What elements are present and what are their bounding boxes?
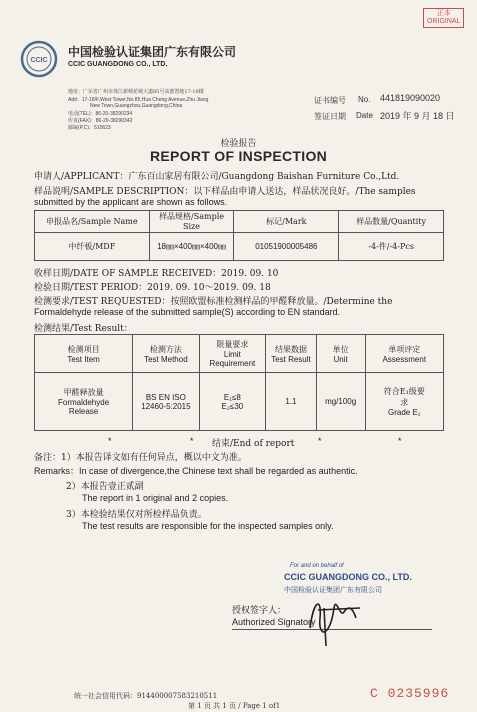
- handwritten-signature-icon: [300, 588, 380, 648]
- company-name-en: CCIC GUANGDONG CO., LTD.: [68, 61, 168, 68]
- end-star-left: *: [108, 436, 112, 446]
- col-quantity: 样品数量/Quantity: [339, 211, 444, 233]
- cell-sample-name: 中纤板/MDF: [35, 233, 150, 261]
- date-en-label: Date: [356, 111, 373, 120]
- cell-test-method: BS EN ISO 12460-5:2015: [133, 373, 199, 431]
- end-star-mid: *: [190, 436, 194, 446]
- date-label: 签证日期: [314, 112, 346, 121]
- sample-desc-line1: 样品说明/SAMPLE DESCRIPTION：以下样品由申请人送达，样品状况良好。/The samples: [34, 187, 416, 197]
- col-test-item: 检测项目 Test Item: [35, 335, 133, 373]
- signatory-label-en: Authorized Signatory: [232, 617, 316, 627]
- ccic-logo-icon: [20, 40, 58, 78]
- result-label: 检测结果/Test Result：: [34, 324, 133, 334]
- cert-no-label: No.: [358, 95, 371, 104]
- col-test-method: 检测方法 Test Method: [133, 335, 199, 373]
- col-limit: 限量要求 Limit Requirement: [199, 335, 266, 373]
- issue-date: 2019 年 9 月 18 日: [380, 111, 455, 121]
- test-period-line: 检验日期/TEST PERIOD：2019. 09. 10～2019. 09. 18: [34, 283, 271, 293]
- requested-line2: Formaldehyde release of the submitted sample(S) according to EN standard.: [34, 307, 341, 317]
- col-sample-size: 样品规格/Sample Size: [149, 211, 234, 233]
- postcode: 邮编(P.C)：510623: [68, 125, 111, 131]
- page-number: 第 1 页 共 1 页 / Page 1 of1: [188, 702, 281, 710]
- col-unit: 单位 Unit: [316, 335, 365, 373]
- result-table: [34, 334, 444, 431]
- end-star-far-right: *: [398, 436, 402, 446]
- col-sample-name: 申报品名/Sample Name: [35, 211, 150, 233]
- on-behalf-of: For and on behalf of: [290, 563, 344, 569]
- sample-desc-line2: submitted by the applicant are shown as follows.: [34, 197, 228, 207]
- title-en: REPORT OF INSPECTION: [149, 148, 328, 164]
- signature-company-en: CCIC GUANGDONG CO., LTD.: [284, 572, 412, 582]
- svg-text:CCIC: CCIC: [30, 57, 48, 64]
- tel: 电话(TEL)：86-20-38290234: [68, 111, 133, 117]
- cell-limit: E₁≤8 E₂≤30: [199, 373, 266, 431]
- signature-company-cn: 中国检验认证集团广东有限公司: [284, 586, 382, 594]
- cell-test-item: 甲醛释放量 Formaldehyde Release: [35, 373, 133, 431]
- sample-table: [34, 210, 444, 261]
- address-en-2: New Town,Guangzhou,Guangdong,China: [90, 103, 183, 109]
- remark-1-en: Remarks：In case of divergence,the Chinese text shall be regarded as authentic.: [34, 466, 358, 476]
- cell-test-result: 1.1: [266, 373, 317, 431]
- remark-1-cn: 备注：1）本报告译文如有任何异点，概以中文为准。: [34, 453, 247, 463]
- remark-3-cn: 3）本检验结果仅对所检样品负责。: [66, 510, 207, 520]
- company-name-cn: 中国检验认证集团广东有限公司: [68, 45, 237, 59]
- cert-number: 441819090020: [380, 93, 441, 103]
- col-mark: 标记/Mark: [234, 211, 339, 233]
- original-stamp: 正本 ORIGINAL: [423, 8, 464, 28]
- received-line: 收样日期/DATE OF SAMPLE RECEIVED：2019. 09. 10: [34, 269, 279, 279]
- address-cn: 地址：广东省广州市珠江新城花城大道85号高德置地17-18楼: [68, 89, 204, 95]
- remark-2-cn: 2）本报告壹正贰副: [66, 482, 144, 492]
- remark-2-en: The report in 1 original and 2 copies.: [82, 493, 229, 503]
- col-test-result: 结果数据 Test Result: [266, 335, 317, 373]
- signatory-label-cn: 授权签字人：: [232, 606, 287, 616]
- address-en-1: Add：17-18/F,West Tower,No.85,Hua Cheng Avenue,Zhu Jiang: [68, 97, 209, 103]
- col-assessment: 单项评定 Assessment: [365, 335, 443, 373]
- applicant-line: 申请人/APPLICANT：广东百山家居有限公司/Guangdong Baishan Furniture Co.,Ltd.: [34, 172, 400, 182]
- title-cn: 检验报告: [220, 139, 257, 149]
- credit-code: 统一社会信用代码：914400007583210511: [74, 692, 218, 700]
- requested-line1: 检测要求/TEST REQUESTED：按照欧盟标准检测样品的甲醛释放量。/Determine the: [34, 297, 393, 307]
- cert-label: 证书编号: [314, 96, 346, 105]
- cell-sample-size: 18㎜×400㎜×400㎜: [149, 233, 234, 261]
- cell-unit: mg/100g: [316, 373, 365, 431]
- end-star-right: *: [318, 436, 322, 446]
- cell-assessment: 符合E₁级要 求 Grade E₁: [365, 373, 443, 431]
- serial-number: C 0235996: [370, 686, 450, 701]
- cell-quantity: -4-件/-4-Pcs: [339, 233, 444, 261]
- remark-3-en: The test results are responsible for the inspected samples only.: [82, 521, 334, 531]
- fax: 传真(FAX)：86-20-38290342: [68, 118, 133, 124]
- cell-mark: 01051900005486: [234, 233, 339, 261]
- end-of-report: 结束/End of report: [212, 439, 295, 449]
